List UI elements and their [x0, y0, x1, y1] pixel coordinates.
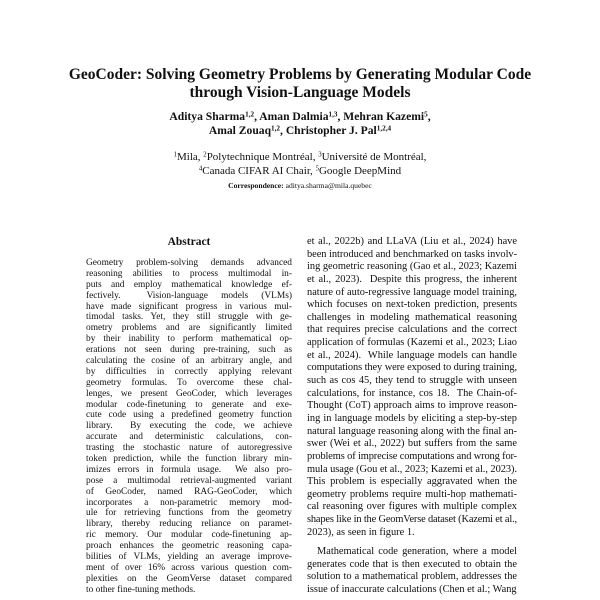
text-line: computations they were exposed to during training, — [307, 362, 517, 374]
affiliation: $^5$Google DeepMind — [315, 165, 402, 177]
text-line: proach enhances the geometric reasoning capa- — [86, 541, 292, 552]
paragraph — [307, 546, 517, 597]
text-line: Mathematical code generation, where a model — [317, 545, 517, 557]
text-line: been introduced and benchmarked on tasks involv- — [307, 248, 517, 260]
text-line: nature of auto-regressive language model training, — [307, 286, 517, 298]
author: Aman Dalmia$^{1,3}$, — [259, 110, 344, 123]
text-line: cute code using a predefined geometry function — [86, 410, 292, 421]
text-line: swer (Wei et al., 2022) but suffers from the same — [307, 438, 517, 450]
text-line: lenges, we present GeoCoder, which leverages — [86, 388, 292, 399]
title-line: through Vision-Language Models — [189, 84, 411, 101]
text-line: library. By executing the code, we achieve — [86, 421, 292, 432]
text-line: such as cos 45, they tend to struggle with unseen — [307, 375, 517, 387]
text-line: problems of imprecise computations and wrong for- — [307, 450, 517, 462]
text-line: ule for retrieving functions from the geometry — [86, 508, 292, 519]
text-line: pose a multimodal retrieval-augmented variant — [86, 475, 292, 486]
author: Aditya Sharma$^{1,2}$, — [169, 110, 260, 123]
text-line: of GeoCoder, named RAG-GeoCoder, which — [86, 486, 292, 497]
text-line: to other fine-tuning methods. — [86, 584, 196, 595]
correspondence-email[interactable]: aditya.sharma@mila.quebec — [285, 181, 372, 190]
text-line: ment of over 16% across various question com- — [86, 562, 292, 573]
text-line: ing in language models by eliciting a step-by-step — [307, 412, 517, 424]
text-line: Geometry problem-solving demands advanced — [86, 258, 292, 268]
title-line: GeoCoder: Solving Geometry Problems by Generating Modular Code — [68, 66, 532, 83]
text-line: shapes like in the GeomVerse dataset (Kazemi et al., — [307, 514, 517, 526]
affiliation: $^2$Polytechnique Montréal, — [203, 151, 319, 163]
text-line: that requires precise calculations and the correct — [307, 324, 517, 336]
text-line: et al., 2022b) and LLaVA (Liu et al., 2024) have — [307, 236, 517, 247]
abstract-heading: Abstract — [167, 236, 211, 248]
text-line: et al., 2024). While language models can handle — [307, 349, 517, 361]
affiliations — [0, 150, 600, 164]
text-line: library, thereby reducing reliance on paramet- — [86, 519, 292, 530]
text-line: token prediction, while the function library min- — [86, 454, 292, 465]
text-line: by difficulties in correctly applying relevant — [86, 366, 292, 377]
affiliation: $^4$Canada CIFAR AI Chair, — [198, 165, 316, 177]
text-line: trasting the stochastic nature of autoregressive — [86, 443, 292, 454]
text-line: ometry problems and are significantly limited — [86, 323, 292, 334]
paper-title — [0, 66, 600, 102]
text-line: geometry formulas. To overcome these chal- — [86, 377, 292, 388]
text-line: 2023), as seen in figure 1. — [307, 526, 415, 538]
text-line: modular code-finetuning to generate and exe- — [86, 399, 292, 410]
text-line: calculations, for instance, cos 18. The Chain-of- — [307, 387, 517, 399]
text-line: solution to a mathematical problem, addresses the — [307, 571, 517, 583]
text-line: mula usage (Gou et al., 2023; Kazemi et al., 2023). — [307, 463, 517, 475]
text-line: erations not seen during pre-training, such as — [86, 345, 292, 356]
text-line: timodal tasks. Yet, they still struggle with ge- — [86, 312, 292, 323]
correspondence — [0, 181, 600, 191]
text-line: calculating the cosine of an arbitrary angle, and — [86, 356, 292, 367]
text-line: by their inability to perform mathematical op- — [86, 334, 292, 345]
author-line — [0, 110, 600, 124]
affiliations — [0, 164, 600, 178]
text-line: This problem is especially aggravated when the — [307, 476, 517, 488]
text-line: imizes errors in formula usage. We also pro- — [86, 464, 292, 475]
author-line — [0, 124, 600, 138]
text-line: ric memory. Our modular code-finetuning ap- — [86, 530, 292, 541]
text-line: fectively. Vision-language models (VLMs) — [86, 290, 292, 301]
text-line: generates code that is then executed to obtain the — [307, 558, 517, 570]
text-line: natural language reasoning along with the final an- — [307, 425, 517, 437]
text-line: incorporates a non-parametric memory mod- — [86, 497, 292, 508]
author: Amal Zouaq$^{1,2}$, — [208, 124, 286, 137]
text-line: have made significant progress in various mul- — [86, 301, 292, 312]
text-line: which focuses on next-token prediction, presents — [307, 299, 517, 311]
text-line: reasoning abilities to process multimodal in- — [86, 268, 292, 279]
author: Christopher J. Pal$^{1,2,4}$ — [285, 124, 392, 137]
text-line: et al., 2023). Despite this progress, the inherent — [307, 273, 517, 285]
introduction-body — [307, 236, 517, 596]
correspondence-label: Correspondence: — [228, 181, 284, 190]
text-line: accurate and deterministic calculations, con- — [86, 432, 292, 443]
text-line: puts and employ mathematical knowledge ef- — [86, 279, 292, 290]
text-line: ing geometric reasoning (Gao et al., 2023; Kazemi — [307, 261, 517, 273]
author: Mehran Kazemi$^5$, — [343, 110, 431, 123]
text-line: Thought (CoT) approach aims to improve reason- — [307, 400, 517, 412]
text-line: plexities on the GeomVerse dataset compared — [86, 573, 292, 584]
text-line: issue of inaccurate calculations (Chen et al.; Wang — [307, 583, 517, 595]
text-line: bilities of VLMs, yielding an average improve- — [86, 552, 292, 563]
affiliation: $^1$Mila, — [173, 151, 204, 163]
text-line: cal reasoning over figures with multiple complex — [307, 501, 517, 513]
affiliation: $^3$Université de Montréal, — [318, 151, 427, 163]
abstract-body — [86, 258, 292, 596]
text-line: challenges in modeling mathematical reasoning — [307, 311, 517, 323]
text-line: application of formulas (Kazemi et al., 2023; Liao — [307, 337, 517, 349]
paragraph — [307, 236, 517, 539]
text-line: geometry problems require multi-hop mathemati- — [307, 488, 517, 500]
